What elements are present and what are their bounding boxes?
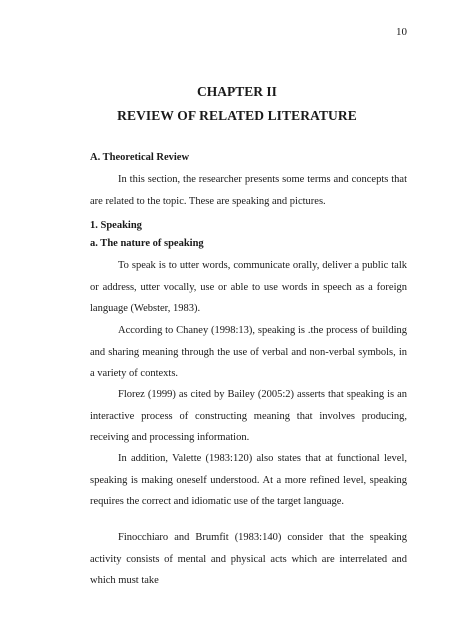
body-paragraph: Florez (1999) as cited by Bailey (2005:2) asserts that speaking is an interactive process of constructing meaning that involves producing, receiving and processing information.	[90, 389, 407, 443]
page-number: 10	[396, 26, 407, 38]
subsection-heading: 1. Speaking	[90, 220, 142, 231]
chapter-label: CHAPTER II	[197, 84, 277, 99]
section-intro-paragraph: In this section, the researcher presents some terms and concepts that are related to the topic. These are speaking and pictures.	[90, 174, 407, 207]
body-paragraph: To speak is to utter words, communicate orally, deliver a public talk or address, utter vocally, use or able to use words in speech as a foreign language (Webster, 1983).	[90, 260, 407, 314]
section-heading: A. Theoretical Review	[90, 152, 190, 163]
body-paragraph: Finocchiaro and Brumfit (1983:140) consider that the speaking activity consists of mental and physical acts which are interrelated and which must take	[90, 532, 407, 586]
body-paragraph: According to Chaney (1998:13), speaking is .the process of building and sharing meaning through the use of verbal and non-verbal symbols, in a variety of contexts.	[90, 325, 407, 379]
subsection-subheading: a. The nature of speaking	[90, 238, 204, 249]
chapter-title: REVIEW OF RELATED LITERATURE	[117, 108, 357, 123]
body-paragraph: In addition, Valette (1983:120) also states that at functional level, speaking is making oneself understood. At a more refined level, speaking requires the correct and idiomatic use of the target language.	[90, 453, 407, 507]
